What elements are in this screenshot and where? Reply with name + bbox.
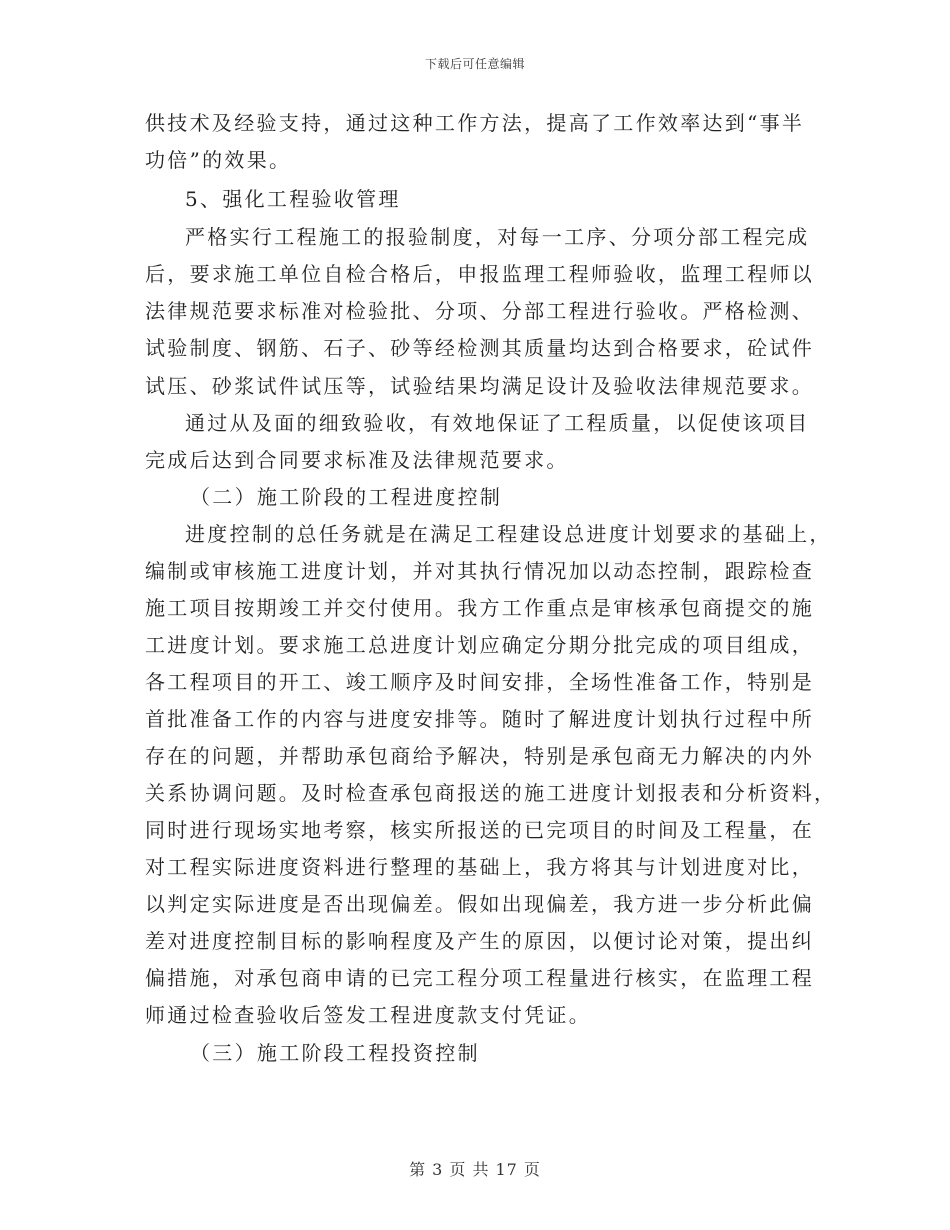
- body-line: 关系协调问题。及时检查承包商报送的施工进度计划报表和分析资料，: [145, 781, 837, 805]
- body-line: 功倍”的效果。: [145, 148, 292, 172]
- body-line: 严格实行工程施工的报验制度，对每一工序、分项分部工程完成: [185, 225, 810, 249]
- page-footer: [0, 1157, 950, 1180]
- body-line: 各工程项目的开工、竣工顺序及时间安排，全场性准备工作，特别是: [145, 670, 814, 694]
- body-line: 对工程实际进度资料进行整理的基础上，我方将其与计划进度对比，: [145, 855, 814, 879]
- body-line: 供技术及经验支持，通过这种工作方法，提高了工作效率达到“事半: [145, 111, 805, 135]
- body-line: 同时进行现场实地考察，核实所报送的已完项目的时间及工程量，在: [145, 818, 814, 842]
- body-line: 完成后达到合同要求标准及法律规范要求。: [145, 448, 569, 472]
- section-heading: （二）施工阶段的工程进度控制: [190, 485, 503, 509]
- body-line: 施工项目按期竣工并交付使用。我方工作重点是审核承包商提交的施: [145, 596, 814, 620]
- page-header: 下载后可任意编辑: [424, 57, 525, 71]
- section-heading: 5、强化工程验收管理: [185, 187, 401, 211]
- footer-suffix: 页: [523, 1160, 541, 1179]
- body-line: 法律规范要求标准对检验批、分项、分部工程进行验收。严格检测、: [145, 299, 814, 323]
- body-line: 首批准备工作的内容与进度安排等。随时了解进度计划执行过程中所: [145, 707, 814, 731]
- footer-prefix: 第: [409, 1160, 427, 1179]
- body-line: 后，要求施工单位自检合格后，申报监理工程师验收，监理工程师以: [145, 262, 814, 286]
- body-line: 试验制度、钢筋、石子、砂等经检测其质量均达到合格要求，砼试件: [145, 336, 814, 360]
- footer-total-pages: 17: [495, 1160, 518, 1179]
- body-line: 编制或审核施工进度计划，并对其执行情况加以动态控制，跟踪检查: [145, 559, 814, 583]
- footer-mid: 页 共: [449, 1160, 490, 1179]
- section-heading: （三）施工阶段工程投资控制: [190, 1041, 480, 1065]
- body-line: 差对进度控制目标的影响程度及产生的原因，以便讨论对策，提出纠: [145, 929, 814, 953]
- body-line: 工进度计划。要求施工总进度计划应确定分期分批完成的项目组成，: [145, 633, 814, 657]
- footer-page-number: 3: [432, 1160, 444, 1179]
- body-line: 通过从及面的细致验收，有效地保证了工程质量，以促使该项目: [185, 411, 810, 435]
- body-line: 师通过检查验收后签发工程进度款支付凭证。: [145, 1003, 591, 1027]
- body-line: 存在的问题，并帮助承包商给予解决，特别是承包商无力解决的内外: [145, 744, 814, 768]
- body-line: 进度控制的总任务就是在满足工程建设总进度计划要求的基础上，: [185, 522, 832, 546]
- body-line: 试压、砂浆试件试压等，试验结果均满足设计及验收法律规范要求。: [145, 374, 814, 398]
- body-line: 偏措施，对承包商申请的已完工程分项工程量进行核实，在监理工程: [145, 966, 814, 990]
- body-line: 以判定实际进度是否出现偏差。假如出现偏差，我方进一步分析此偏: [145, 892, 814, 916]
